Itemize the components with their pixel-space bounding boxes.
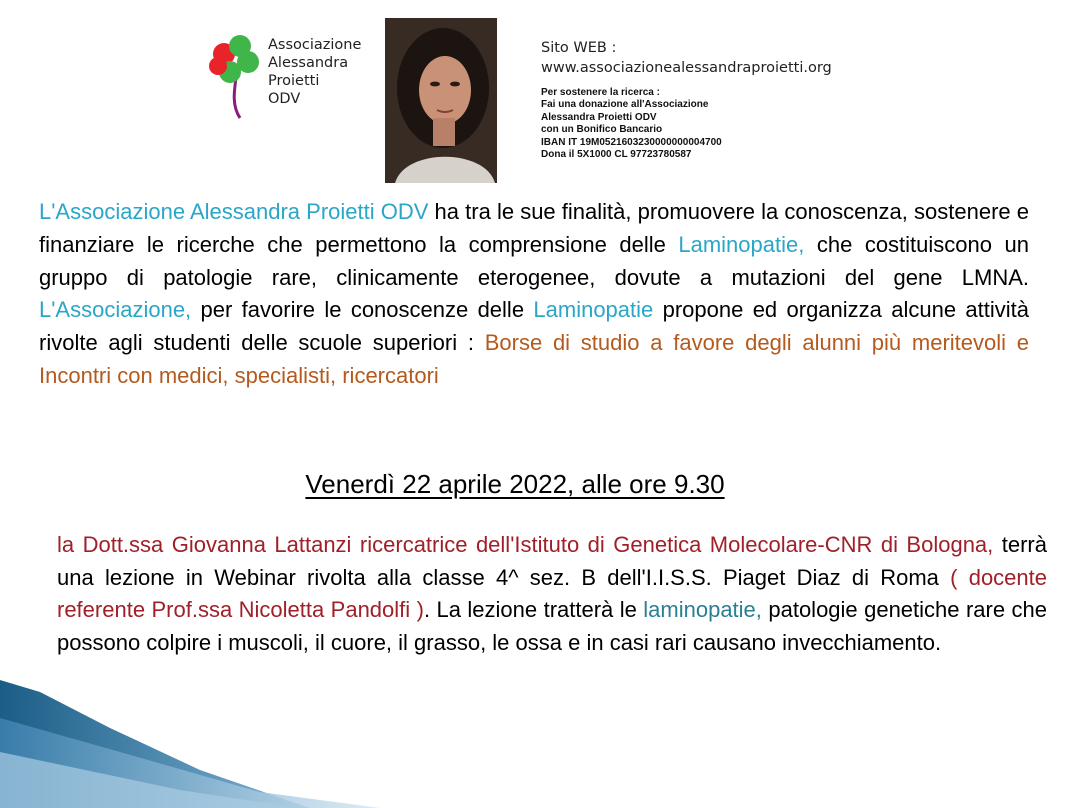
org-highlight: L'Associazione, bbox=[39, 297, 192, 323]
lesson-text: patologie genetiche rare che possono colpire i muscoli, il cuore, il grasso, le ossa e in casi rari causano invecchiamento. bbox=[57, 597, 1047, 655]
donation-line: Alessandra Proietti ODV bbox=[541, 111, 657, 123]
org-name-line: Associazione bbox=[268, 37, 362, 53]
org-highlight: L'Associazione Alessandra Proietti ODV bbox=[39, 199, 429, 224]
website-block bbox=[541, 38, 832, 78]
portrait-photo bbox=[385, 18, 497, 183]
activities-highlight: Borse di studio a favore degli alunni più meritevoli e Incontri con medici, specialisti, ricercatori bbox=[39, 330, 1030, 388]
intro-text: che costituiscono un gruppo di patologie rare, clinicamente eterogenee, dovute a mutazioni del gene LMNA. bbox=[39, 231, 1029, 290]
speaker-highlight: la Dott.ssa Giovanna Lattanzi ricercatrice dell'Istituto di Genetica Molecolare-CNR di Bologna, bbox=[57, 532, 994, 557]
lesson-text: terrà una lezione in Webinar rivolta alla classe 4^ sez. B dell'I.I.S.S. Piaget Diaz di Roma bbox=[57, 532, 1047, 590]
org-name-line: Proietti bbox=[268, 73, 320, 89]
teacher-highlight: ( docente referente Prof.ssa Nicoletta Pandolfi ) bbox=[57, 564, 1047, 623]
corner-swoosh-decoration bbox=[0, 640, 420, 808]
donation-info bbox=[541, 87, 722, 161]
donation-line: Fai una donazione all'Associazione bbox=[541, 99, 709, 111]
donation-line: Per sostenere la ricerca : bbox=[541, 87, 660, 98]
org-name bbox=[268, 36, 361, 108]
event-date-text: Venerdì 22 aprile 2022, alle ore 9.30 bbox=[305, 469, 725, 499]
org-name-line: ODV bbox=[268, 91, 301, 107]
laminopathies-highlight: Laminopatie bbox=[533, 297, 654, 323]
donation-iban: IBAN IT 19M0521603230000000004700 bbox=[541, 136, 722, 148]
donation-line: con un Bonifico Bancario bbox=[541, 124, 663, 136]
laminopathies-highlight: Laminopatie, bbox=[678, 231, 805, 257]
donation-5x1000: Dona il 5X1000 CL 97723780587 bbox=[541, 149, 692, 161]
intro-paragraph bbox=[39, 196, 1029, 393]
lesson-text: . La lezione tratterà le bbox=[423, 597, 644, 623]
website-label: Sito WEB : bbox=[541, 40, 617, 56]
website-url[interactable]: www.associazionealessandraproietti.org bbox=[541, 60, 832, 76]
intro-text: per favorire le conoscenze delle bbox=[191, 297, 534, 323]
topic-highlight: laminopatie, bbox=[643, 597, 762, 623]
intro-text: propone ed organizza alcune attività rivolte agli studenti delle scuole superiori : bbox=[39, 297, 1029, 356]
event-date bbox=[0, 469, 1030, 500]
intro-text: ha tra le sue finalità, promuovere la conoscenza, sostenere e finanziare le ricerche che permettono la comprensione delle bbox=[39, 199, 1029, 257]
org-name-line: Alessandra bbox=[268, 55, 349, 71]
clover-logo-icon bbox=[196, 30, 276, 120]
